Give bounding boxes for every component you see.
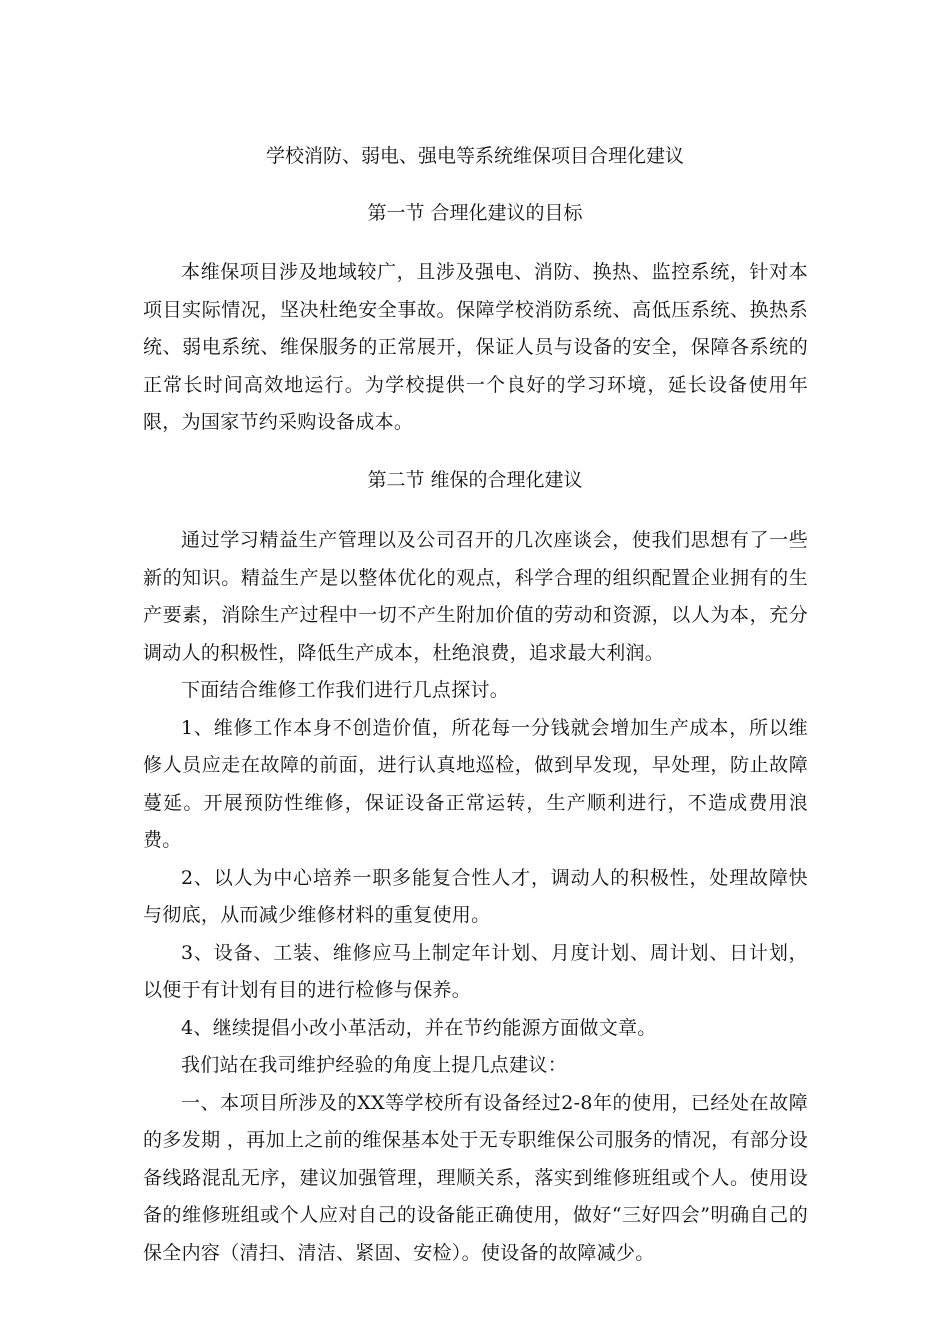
paragraph-lean-production: 通过学习精益生产管理以及公司召开的几次座谈会，使我们思想有了一些新的知识。精益生产是以整体优化的观点，科学合理的组织配置企业拥有的生产要素，消除生产过程中一切不产生附加价值的劳动和资源，以人为本，充分调动人的积极性，降低生产成本，杜绝浪费，追求最大利润。	[143, 529, 808, 664]
section-2-body	[143, 522, 808, 1272]
paragraph-point-3: 3、设备、工装、维修应马上制定年计划、月度计划、周计划、日计划，以便于有计划有目的进行检修与保养。	[143, 941, 808, 1001]
document-title: 学校消防、弱电、强电等系统维保项目合理化建议	[265, 145, 684, 167]
section-2-heading: 第二节 维保的合理化建议	[367, 469, 583, 491]
paragraph-goal: 本维保项目涉及地域较广，且涉及强电、消防、换热、监控系统，针对本项目实际情况，坚决杜绝安全事故。保障学校消防系统、高低压系统、换热系统、弱电系统、维保服务的正常展开，保证人员与设备的安全，保障各系统的正常长时间高效地运行。为学校提供一个良好的学习环境，延长设备使用年限，为国家节约采购设备成本。	[143, 261, 808, 433]
section-1-body	[143, 254, 808, 442]
paragraph-point-1: 1、维修工作本身不创造价值，所花每一分钱就会增加生产成本，所以维修人员应走在故障的前面，进行认真地巡检，做到早发现，早处理，防止故障蔓延。开展预防性维修，保证设备正常运转，生产顺利进行，不造成费用浪费。	[143, 716, 808, 851]
paragraph-suggestion-1: 一、本项目所涉及的XX等学校所有设备经过2-8年的使用，已经处在故障的多发期 ，再加上之前的维保基本处于无专职维保公司服务的情况，有部分设备线路混乱无序，建议加强管理，理顺关系，落实到维修班组或个人。使用设备的维修班组或个人应对自己的设备能正确使用，做好“三好四会”明确自己的保全内容（清扫、清洁、紧固、安检）。使设备的故障减少。	[143, 1091, 808, 1264]
paragraph-point-2: 2、以人为中心培养一职多能复合性人才，调动人的积极性，处理故障快与彻底，从而减少维修材料的重复使用。	[143, 866, 808, 926]
section-1-heading: 第一节 合理化建议的目标	[367, 202, 583, 224]
paragraph-discussion-intro: 下面结合维修工作我们进行几点探讨。	[181, 679, 510, 701]
paragraph-suggestions-intro: 我们站在我司维护经验的角度上提几点建议：	[181, 1054, 568, 1076]
paragraph-point-4: 4、继续提倡小改小革活动，并在节约能源方面做文章。	[181, 1016, 657, 1039]
